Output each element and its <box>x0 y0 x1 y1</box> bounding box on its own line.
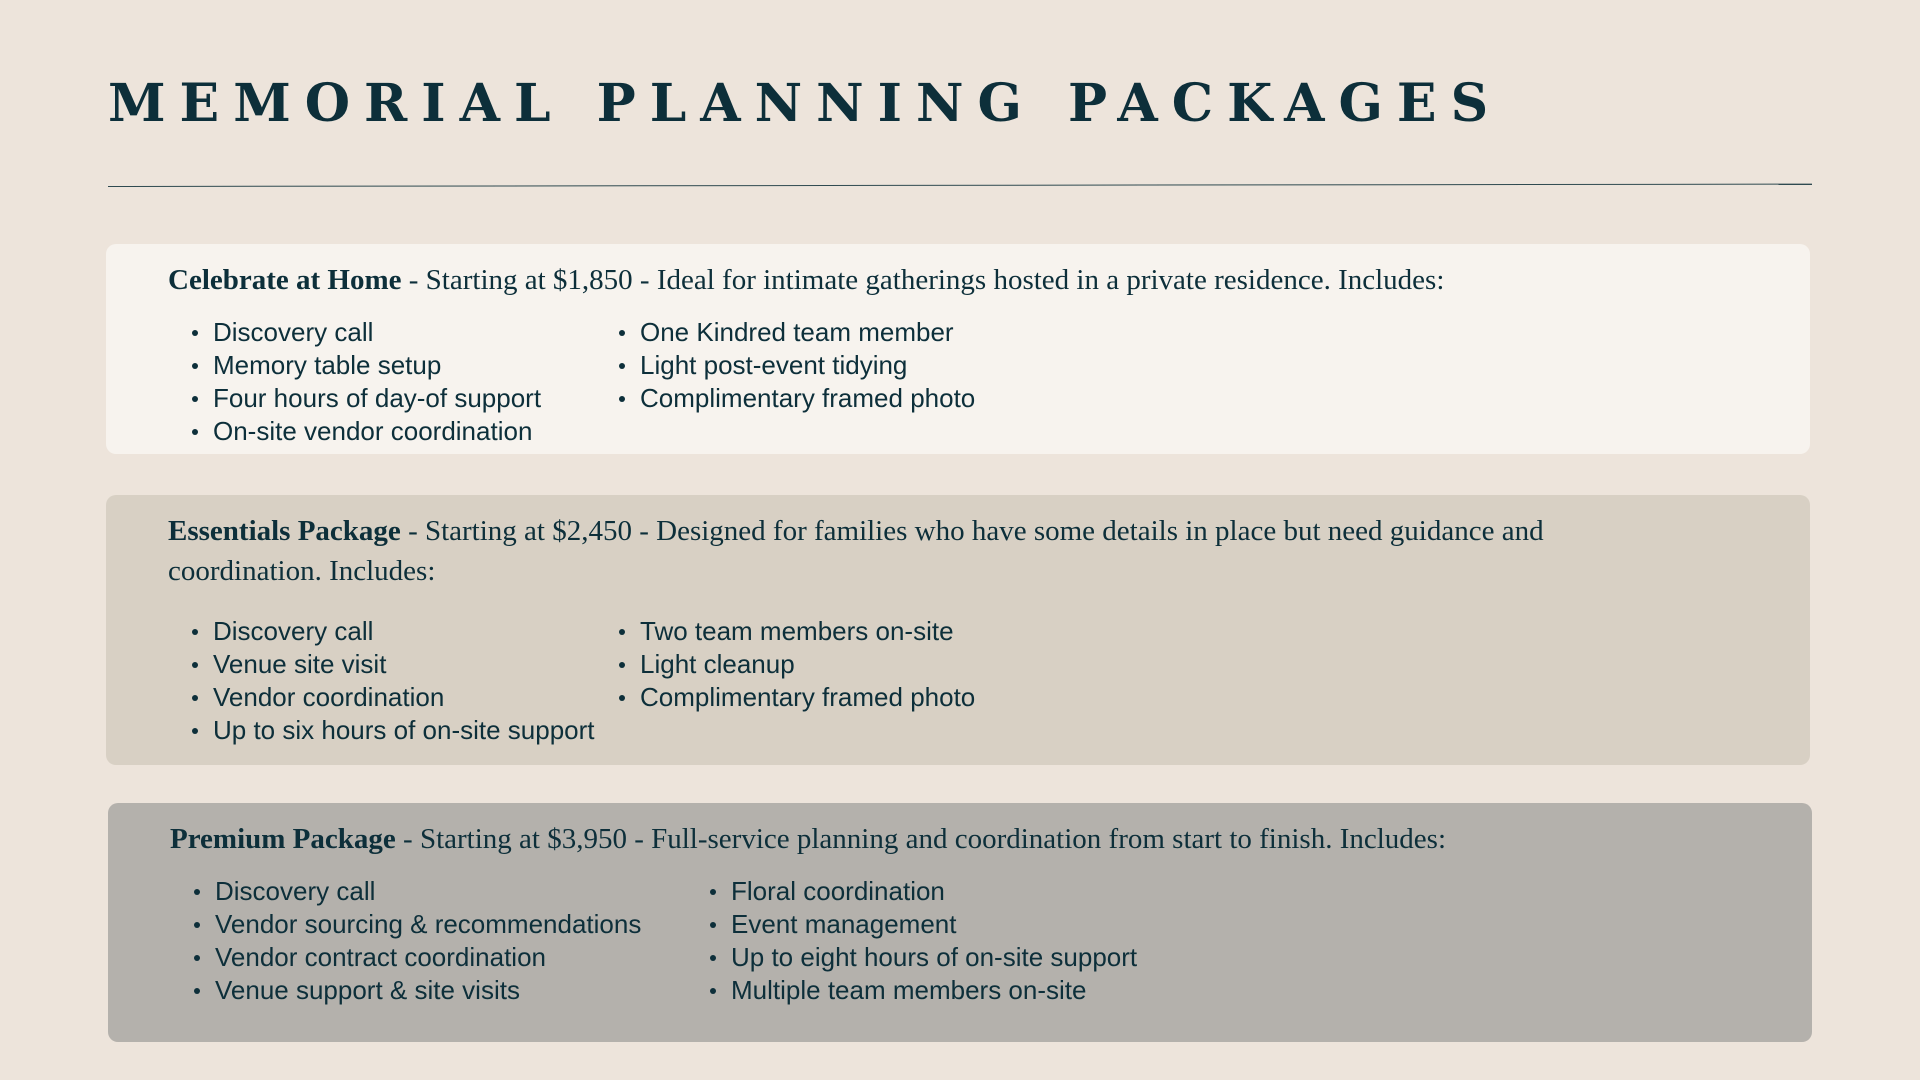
list-item: Up to eight hours of on-site support <box>686 941 1137 974</box>
package-description: - Starting at $1,850 - Ideal for intimate gatherings hosted in a private residence. Includes: <box>401 264 1445 296</box>
list-item: One Kindred team member <box>595 316 975 349</box>
list-item: Venue site visit <box>168 648 595 681</box>
list-item: Up to six hours of on-site support <box>168 714 595 747</box>
package-name: Celebrate at Home <box>168 264 402 296</box>
list-item: Vendor sourcing & recommendations <box>170 908 686 941</box>
package-includes <box>168 316 975 448</box>
list-item: Vendor contract coordination <box>170 941 686 974</box>
list-item: Memory table setup <box>168 349 595 382</box>
list-item: Light cleanup <box>595 648 975 681</box>
list-item: Two team members on-site <box>595 615 975 648</box>
title-divider <box>108 184 1812 187</box>
list-item: Four hours of day-of support <box>168 382 595 415</box>
page-title: MEMORIAL PLANNING PACKAGES <box>108 73 1503 134</box>
includes-list-left <box>168 316 595 448</box>
package-headline <box>168 511 1608 591</box>
package-card-celebrate-at-home <box>106 244 1810 454</box>
list-item: Discovery call <box>168 615 595 648</box>
includes-list-right <box>686 875 1137 1007</box>
list-item: On-site vendor coordination <box>168 415 595 448</box>
list-item: Discovery call <box>170 875 686 908</box>
package-description: - Starting at $3,950 - Full-service planning and coordination from start to finish. Includes: <box>395 823 1447 855</box>
package-includes <box>170 875 1137 1007</box>
includes-list-left <box>168 615 595 747</box>
package-headline <box>168 260 1444 300</box>
package-description: - Starting at $2,450 - Designed for families who have some details in place but need guidance and coordination. Includes: <box>168 515 1544 587</box>
list-item: Complimentary framed photo <box>595 382 975 415</box>
package-includes <box>168 615 975 747</box>
package-card-premium <box>108 803 1812 1042</box>
list-item: Vendor coordination <box>168 681 595 714</box>
package-card-essentials <box>106 495 1810 765</box>
list-item: Light post-event tidying <box>595 349 975 382</box>
package-name: Essentials Package <box>168 515 401 547</box>
list-item: Floral coordination <box>686 875 1137 908</box>
includes-list-left <box>170 875 686 1007</box>
list-item: Multiple team members on-site <box>686 974 1137 1007</box>
list-item: Complimentary framed photo <box>595 681 975 714</box>
package-name: Premium Package <box>170 823 396 855</box>
package-headline <box>170 819 1446 859</box>
list-item: Venue support & site visits <box>170 974 686 1007</box>
list-item: Event management <box>686 908 1137 941</box>
includes-list-right <box>595 615 975 747</box>
list-item: Discovery call <box>168 316 595 349</box>
includes-list-right <box>595 316 975 448</box>
